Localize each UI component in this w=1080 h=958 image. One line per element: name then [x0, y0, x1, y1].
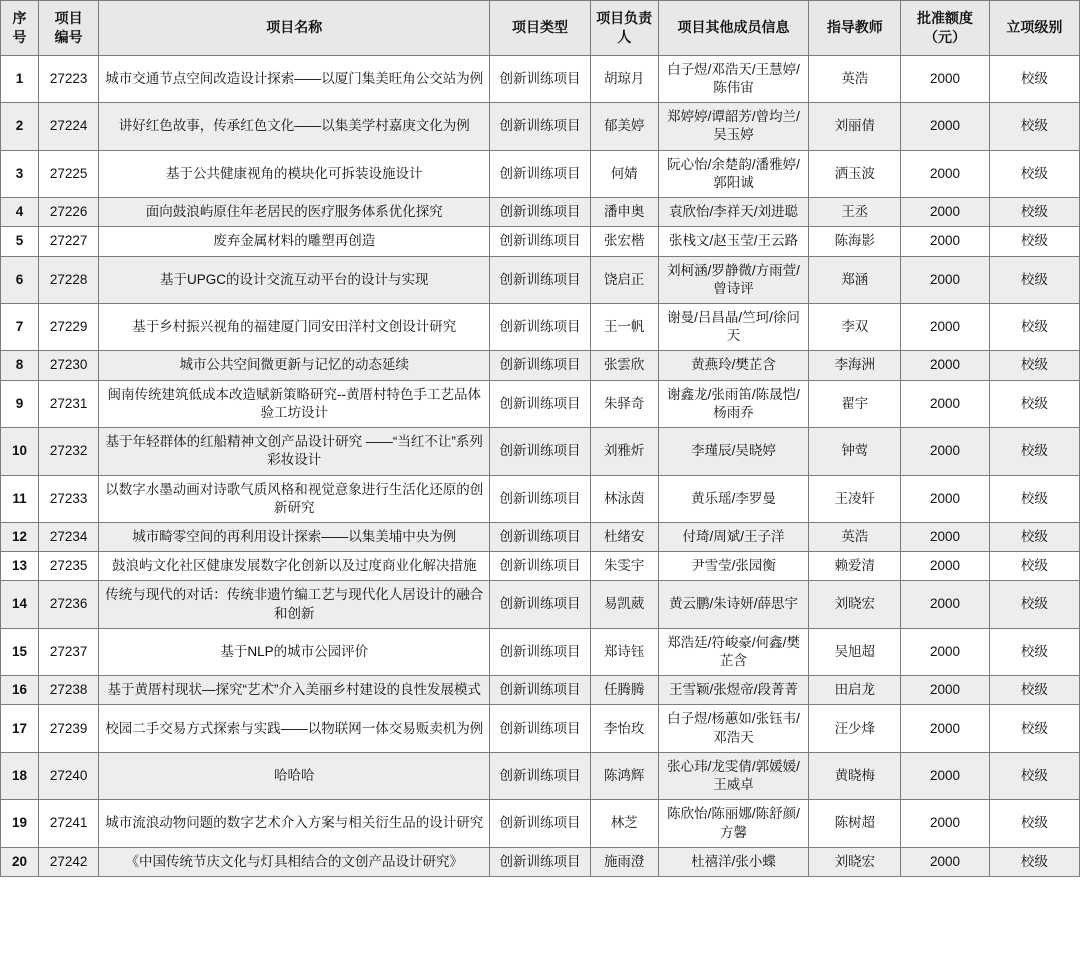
cell-seq: 7 [1, 303, 39, 350]
cell-seq: 19 [1, 800, 39, 847]
cell-leader: 刘雅炘 [590, 428, 658, 475]
cell-members: 黄乐瑶/李罗曼 [658, 475, 808, 522]
cell-name: 基于乡村振兴视角的福建厦门同安田洋村文创设计研究 [99, 303, 490, 350]
cell-level: 校级 [989, 581, 1079, 628]
cell-members: 白子煜/杨蕙如/张钰韦/邓浩天 [658, 705, 808, 752]
cell-members: 黄燕玲/樊芷含 [658, 351, 808, 380]
cell-teacher: 英浩 [809, 55, 901, 102]
cell-code: 27225 [39, 150, 99, 197]
table-row [1, 752, 1080, 799]
cell-amount: 2000 [901, 198, 989, 227]
cell-members: 张心玮/龙雯倩/郭媛媛/王威卓 [658, 752, 808, 799]
column-header-type: 项目类型 [490, 1, 590, 56]
cell-members: 刘柯涵/罗静微/方雨萱/曾诗评 [658, 256, 808, 303]
column-header-teacher: 指导教师 [809, 1, 901, 56]
cell-members: 谢鑫龙/张雨笛/陈晟恺/杨雨乔 [658, 380, 808, 427]
cell-members: 袁欣怡/李祥天/刘进聪 [658, 198, 808, 227]
cell-members: 谢曼/吕昌晶/竺珂/徐问天 [658, 303, 808, 350]
cell-members: 郑浩廷/符峻豪/何鑫/樊芷含 [658, 628, 808, 675]
cell-code: 27239 [39, 705, 99, 752]
cell-type: 创新训练项目 [490, 800, 590, 847]
cell-code: 27235 [39, 552, 99, 581]
cell-teacher: 钟莺 [809, 428, 901, 475]
cell-level: 校级 [989, 351, 1079, 380]
cell-members: 陈欣怡/陈丽娜/陈舒颜/方馨 [658, 800, 808, 847]
cell-teacher: 吴旭超 [809, 628, 901, 675]
cell-leader: 郑诗钰 [590, 628, 658, 675]
cell-name: 面向鼓浪屿原住年老居民的医疗服务体系优化探究 [99, 198, 490, 227]
cell-teacher: 翟宇 [809, 380, 901, 427]
cell-members: 尹雪莹/张园衡 [658, 552, 808, 581]
cell-name: 《中国传统节庆文化与灯具相结合的文创产品设计研究》 [99, 847, 490, 876]
cell-level: 校级 [989, 752, 1079, 799]
cell-teacher: 黄晓梅 [809, 752, 901, 799]
table-row [1, 800, 1080, 847]
cell-amount: 2000 [901, 55, 989, 102]
cell-seq: 17 [1, 705, 39, 752]
cell-code: 27237 [39, 628, 99, 675]
cell-seq: 6 [1, 256, 39, 303]
cell-type: 创新训练项目 [490, 475, 590, 522]
cell-members: 付琦/周斌/王子洋 [658, 522, 808, 551]
cell-level: 校级 [989, 847, 1079, 876]
cell-type: 创新训练项目 [490, 705, 590, 752]
cell-amount: 2000 [901, 676, 989, 705]
cell-type: 创新训练项目 [490, 522, 590, 551]
cell-amount: 2000 [901, 150, 989, 197]
cell-amount: 2000 [901, 351, 989, 380]
cell-teacher: 陈海影 [809, 227, 901, 256]
cell-type: 创新训练项目 [490, 198, 590, 227]
cell-seq: 9 [1, 380, 39, 427]
column-header-level: 立项级别 [989, 1, 1079, 56]
cell-teacher: 洒玉波 [809, 150, 901, 197]
cell-type: 创新训练项目 [490, 552, 590, 581]
cell-amount: 2000 [901, 522, 989, 551]
cell-amount: 2000 [901, 628, 989, 675]
cell-teacher: 王丞 [809, 198, 901, 227]
column-header-amount: 批准额度 （元） [901, 1, 989, 56]
cell-name: 传统与现代的对话：传统非遗竹编工艺与现代化人居设计的融合和创新 [99, 581, 490, 628]
table-row [1, 628, 1080, 675]
cell-code: 27233 [39, 475, 99, 522]
table-row [1, 581, 1080, 628]
cell-name: 哈哈哈 [99, 752, 490, 799]
cell-amount: 2000 [901, 227, 989, 256]
cell-code: 27228 [39, 256, 99, 303]
cell-code: 27241 [39, 800, 99, 847]
cell-type: 创新训练项目 [490, 428, 590, 475]
cell-code: 27236 [39, 581, 99, 628]
cell-leader: 何婧 [590, 150, 658, 197]
cell-leader: 潘申奥 [590, 198, 658, 227]
cell-teacher: 王凌轩 [809, 475, 901, 522]
cell-seq: 8 [1, 351, 39, 380]
cell-level: 校级 [989, 103, 1079, 150]
cell-leader: 林泳茵 [590, 475, 658, 522]
cell-code: 27229 [39, 303, 99, 350]
cell-seq: 5 [1, 227, 39, 256]
table-row [1, 380, 1080, 427]
cell-amount: 2000 [901, 380, 989, 427]
cell-name: 基于年轻群体的红船精神文创产品设计研究 ——“当红不让”系列彩妆设计 [99, 428, 490, 475]
cell-seq: 10 [1, 428, 39, 475]
cell-level: 校级 [989, 150, 1079, 197]
cell-type: 创新训练项目 [490, 303, 590, 350]
cell-name: 废弃金属材料的雕塑再创造 [99, 227, 490, 256]
cell-teacher: 赖爱清 [809, 552, 901, 581]
cell-members: 黄云鹏/朱诗妍/薛思宇 [658, 581, 808, 628]
cell-amount: 2000 [901, 581, 989, 628]
cell-type: 创新训练项目 [490, 581, 590, 628]
cell-type: 创新训练项目 [490, 676, 590, 705]
cell-amount: 2000 [901, 475, 989, 522]
cell-amount: 2000 [901, 428, 989, 475]
cell-leader: 李怡玫 [590, 705, 658, 752]
table-row [1, 475, 1080, 522]
cell-leader: 郁美婷 [590, 103, 658, 150]
table-row [1, 227, 1080, 256]
cell-members: 郑婷婷/谭韶芳/曾均兰/吴玉婷 [658, 103, 808, 150]
cell-name: 基于NLP的城市公园评价 [99, 628, 490, 675]
cell-code: 27224 [39, 103, 99, 150]
cell-type: 创新训练项目 [490, 256, 590, 303]
cell-amount: 2000 [901, 303, 989, 350]
table-row [1, 428, 1080, 475]
cell-seq: 4 [1, 198, 39, 227]
table-header-row [1, 1, 1080, 56]
cell-seq: 14 [1, 581, 39, 628]
table-header [1, 1, 1080, 56]
column-header-name: 项目名称 [99, 1, 490, 56]
cell-name: 以数字水墨动画对诗歌气质风格和视觉意象进行生活化还原的创新研究 [99, 475, 490, 522]
table-row [1, 150, 1080, 197]
cell-members: 李瑾辰/吴晓婷 [658, 428, 808, 475]
cell-leader: 施雨澄 [590, 847, 658, 876]
cell-level: 校级 [989, 55, 1079, 102]
cell-code: 27223 [39, 55, 99, 102]
cell-teacher: 李双 [809, 303, 901, 350]
cell-seq: 3 [1, 150, 39, 197]
cell-teacher: 刘晓宏 [809, 847, 901, 876]
cell-code: 27227 [39, 227, 99, 256]
cell-amount: 2000 [901, 705, 989, 752]
cell-name: 城市交通节点空间改造设计探索——以厦门集美旺角公交站为例 [99, 55, 490, 102]
cell-name: 鼓浪屿文化社区健康发展数字化创新以及过度商业化解决措施 [99, 552, 490, 581]
cell-type: 创新训练项目 [490, 227, 590, 256]
cell-type: 创新训练项目 [490, 847, 590, 876]
table-row [1, 552, 1080, 581]
cell-seq: 2 [1, 103, 39, 150]
cell-name: 讲好红色故事，传承红色文化——以集美学村嘉庚文化为例 [99, 103, 490, 150]
cell-amount: 2000 [901, 552, 989, 581]
column-header-members: 项目其他成员信息 [658, 1, 808, 56]
cell-code: 27242 [39, 847, 99, 876]
cell-amount: 2000 [901, 752, 989, 799]
cell-type: 创新训练项目 [490, 752, 590, 799]
cell-code: 27232 [39, 428, 99, 475]
cell-level: 校级 [989, 256, 1079, 303]
cell-name: 基于黄厝村现状—探究“艺术”介入美丽乡村建设的良性发展模式 [99, 676, 490, 705]
cell-seq: 18 [1, 752, 39, 799]
column-header-seq: 序 号 [1, 1, 39, 56]
cell-teacher: 李海洲 [809, 351, 901, 380]
cell-leader: 朱雯宇 [590, 552, 658, 581]
cell-code: 27238 [39, 676, 99, 705]
cell-level: 校级 [989, 198, 1079, 227]
table-row [1, 351, 1080, 380]
cell-teacher: 刘晓宏 [809, 581, 901, 628]
cell-type: 创新训练项目 [490, 55, 590, 102]
cell-level: 校级 [989, 705, 1079, 752]
cell-code: 27240 [39, 752, 99, 799]
table-row [1, 676, 1080, 705]
table-row [1, 55, 1080, 102]
cell-teacher: 田启龙 [809, 676, 901, 705]
cell-seq: 11 [1, 475, 39, 522]
column-header-leader: 项目负责 人 [590, 1, 658, 56]
cell-type: 创新训练项目 [490, 103, 590, 150]
cell-teacher: 刘丽倩 [809, 103, 901, 150]
cell-name: 基于公共健康视角的模块化可拆装设施设计 [99, 150, 490, 197]
cell-teacher: 汪少烽 [809, 705, 901, 752]
cell-seq: 15 [1, 628, 39, 675]
cell-type: 创新训练项目 [490, 150, 590, 197]
cell-level: 校级 [989, 475, 1079, 522]
cell-code: 27234 [39, 522, 99, 551]
cell-level: 校级 [989, 552, 1079, 581]
table-row [1, 103, 1080, 150]
column-header-code: 项目 编号 [39, 1, 99, 56]
cell-teacher: 陈树超 [809, 800, 901, 847]
cell-name: 基于UPGC的设计交流互动平台的设计与实现 [99, 256, 490, 303]
cell-level: 校级 [989, 380, 1079, 427]
cell-amount: 2000 [901, 103, 989, 150]
cell-leader: 林芝 [590, 800, 658, 847]
cell-level: 校级 [989, 676, 1079, 705]
cell-leader: 饶启正 [590, 256, 658, 303]
table-row [1, 198, 1080, 227]
cell-name: 城市公共空间微更新与记忆的动态延续 [99, 351, 490, 380]
cell-level: 校级 [989, 227, 1079, 256]
cell-leader: 胡琼月 [590, 55, 658, 102]
table-row [1, 705, 1080, 752]
cell-members: 白子煜/邓浩天/王慧婷/陈伟宙 [658, 55, 808, 102]
cell-seq: 16 [1, 676, 39, 705]
cell-name: 闽南传统建筑低成本改造赋新策略研究--黄厝村特色手工艺品体验工坊设计 [99, 380, 490, 427]
cell-teacher: 郑涵 [809, 256, 901, 303]
cell-members: 阮心怡/余楚韵/潘雅婷/郭阳诚 [658, 150, 808, 197]
cell-type: 创新训练项目 [490, 380, 590, 427]
table-row [1, 522, 1080, 551]
cell-type: 创新训练项目 [490, 351, 590, 380]
table-row [1, 303, 1080, 350]
cell-name: 校园二手交易方式探索与实践——以物联网一体交易贩卖机为例 [99, 705, 490, 752]
table-row [1, 256, 1080, 303]
cell-amount: 2000 [901, 847, 989, 876]
cell-code: 27230 [39, 351, 99, 380]
cell-leader: 张宏楷 [590, 227, 658, 256]
table-body [1, 55, 1080, 876]
cell-leader: 易凯葳 [590, 581, 658, 628]
cell-amount: 2000 [901, 800, 989, 847]
cell-seq: 1 [1, 55, 39, 102]
cell-code: 27226 [39, 198, 99, 227]
cell-name: 城市流浪动物问题的数字艺术介入方案与相关衍生品的设计研究 [99, 800, 490, 847]
cell-leader: 朱驿奇 [590, 380, 658, 427]
cell-type: 创新训练项目 [490, 628, 590, 675]
cell-leader: 张雲欣 [590, 351, 658, 380]
cell-level: 校级 [989, 522, 1079, 551]
cell-code: 27231 [39, 380, 99, 427]
cell-seq: 13 [1, 552, 39, 581]
cell-leader: 任腾腾 [590, 676, 658, 705]
cell-leader: 陈鸿辉 [590, 752, 658, 799]
cell-seq: 12 [1, 522, 39, 551]
cell-name: 城市畸零空间的再利用设计探索——以集美埔中央为例 [99, 522, 490, 551]
cell-teacher: 英浩 [809, 522, 901, 551]
cell-amount: 2000 [901, 256, 989, 303]
cell-members: 张栈文/赵玉莹/王云路 [658, 227, 808, 256]
cell-members: 王雪颖/张煜帝/段菁菁 [658, 676, 808, 705]
table-row [1, 847, 1080, 876]
cell-level: 校级 [989, 800, 1079, 847]
cell-seq: 20 [1, 847, 39, 876]
cell-level: 校级 [989, 628, 1079, 675]
cell-members: 杜禧洋/张小蝶 [658, 847, 808, 876]
cell-leader: 杜绪安 [590, 522, 658, 551]
cell-leader: 王一帆 [590, 303, 658, 350]
cell-level: 校级 [989, 303, 1079, 350]
cell-level: 校级 [989, 428, 1079, 475]
